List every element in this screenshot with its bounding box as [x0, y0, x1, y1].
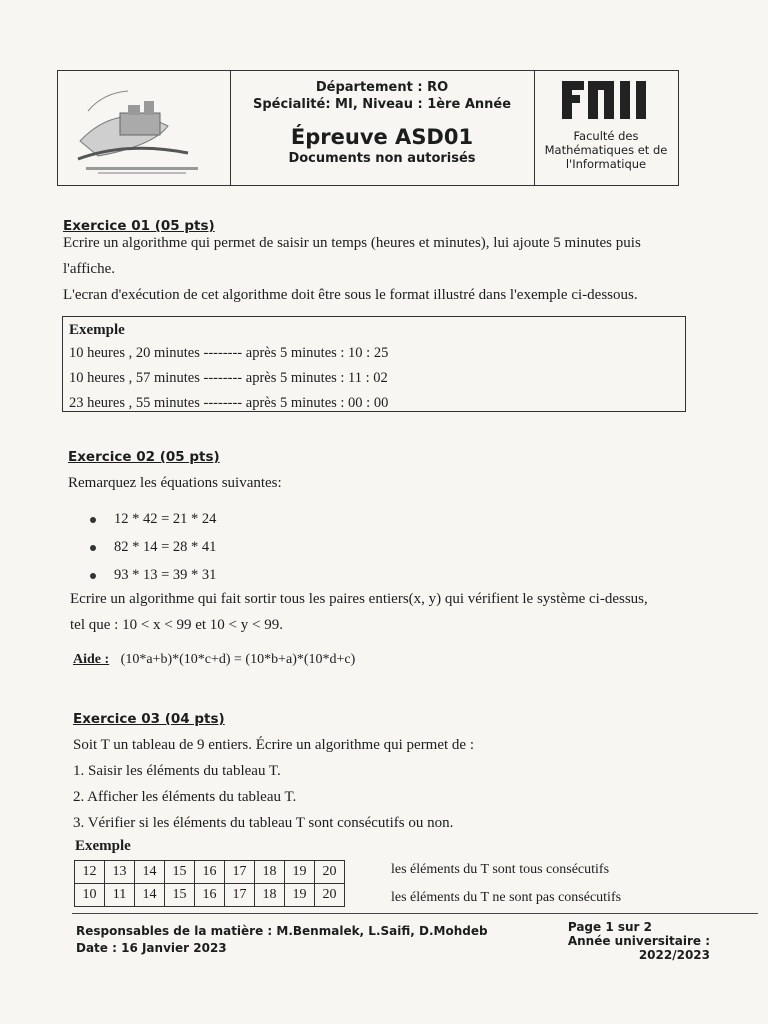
equation-item — [90, 533, 216, 561]
table-cell: 18 — [255, 861, 285, 884]
table-cell: 16 — [195, 884, 225, 907]
exam-header — [57, 70, 679, 186]
ex3-example-table — [74, 860, 345, 907]
ex2-text — [70, 586, 710, 638]
equation-text: 93 * 13 = 39 * 31 — [114, 567, 217, 583]
table-cell: 19 — [285, 861, 315, 884]
table-row — [75, 884, 345, 907]
table-cell: 12 — [75, 861, 105, 884]
department: Département : RO — [315, 80, 449, 95]
table-cell: 19 — [285, 884, 315, 907]
ex1-example-label: Exemple — [69, 322, 125, 338]
exam-date: Date : 16 Janvier 2023 — [76, 941, 227, 955]
equation-item — [90, 505, 216, 533]
equation-text: 82 * 14 = 28 * 41 — [114, 539, 217, 555]
ex3-example-label: Exemple — [75, 838, 131, 854]
responsables: Responsables de la matière : M.Benmalek, L.Saifi, D.Mohdeb — [76, 924, 488, 938]
ex3-title: Exercice 03 (04 pts) — [73, 711, 225, 727]
table-cell: 14 — [135, 861, 165, 884]
footer-left — [76, 924, 488, 955]
ex3-intro: Soit T un tableau de 9 entiers. Écrire un algorithme qui permet de : — [73, 737, 475, 753]
table-cell: 20 — [315, 884, 345, 907]
ex2-intro: Remarquez les équations suivantes: — [68, 475, 282, 491]
ex2-equations — [90, 505, 216, 589]
fmi-logo — [534, 79, 678, 125]
university-logo — [58, 71, 231, 185]
ex3-text — [73, 732, 713, 836]
table-cell: 10 — [75, 884, 105, 907]
ex1-text — [63, 230, 703, 308]
ex1-example-row: 23 heures , 55 minutes -------- après 5 minutes : 00 : 00 — [69, 395, 389, 411]
aide-label: Aide : — [73, 652, 110, 667]
exam-title: Épreuve ASD01 — [290, 125, 474, 149]
row-note: les éléments du T sont tous consécutifs — [391, 862, 610, 877]
table-row — [75, 861, 345, 884]
equation-item — [90, 561, 216, 589]
faculty-name — [534, 129, 678, 171]
ex1-example-row: 10 heures , 57 minutes -------- après 5 minutes : 11 : 02 — [69, 370, 388, 386]
ex2-title: Exercice 02 (05 pts) — [68, 449, 220, 465]
ex3-step: 1. Saisir les éléments du tableau T. — [73, 763, 281, 779]
ex1-line2: l'affiche. — [63, 261, 115, 277]
table-cell: 17 — [225, 861, 255, 884]
faculty-line3: l'Informatique — [565, 157, 647, 171]
ex3-example-table-wrap — [74, 860, 345, 907]
page-number: Page 1 sur 2 — [567, 920, 652, 934]
header-center — [230, 71, 535, 185]
ex3-step: 2. Afficher les éléments du tableau T. — [73, 789, 297, 805]
table-cell: 11 — [105, 884, 135, 907]
ex2-line1: Ecrire un algorithme qui fait sortir tous les paires entiers(x, y) qui vérifient le système ci-dessus, — [70, 591, 648, 607]
ex1-title: Exercice 01 (05 pts) — [63, 218, 215, 234]
ex1-example-row: 10 heures , 20 minutes -------- après 5 minutes : 10 : 25 — [69, 345, 389, 361]
academic-year: Année universitaire : 2022/2023 — [567, 934, 710, 962]
ex2-aide — [73, 647, 355, 673]
row-note: les éléments du T ne sont pas consécutifs — [391, 890, 622, 905]
ex2-line2: tel que : 10 < x < 99 et 10 < y < 99. — [70, 617, 283, 633]
faculty-block — [534, 71, 678, 185]
ex1-example-box — [62, 316, 686, 412]
specialite: Spécialité: MI, Niveau : 1ère Année — [252, 97, 512, 112]
ex3-row-notes — [391, 856, 621, 912]
faculty-line2: Mathématiques et de — [544, 143, 668, 157]
table-cell: 14 — [135, 884, 165, 907]
table-cell: 15 — [165, 861, 195, 884]
bullet-icon — [90, 573, 96, 579]
bullet-icon — [90, 517, 96, 523]
table-cell: 15 — [165, 884, 195, 907]
table-cell: 17 — [225, 884, 255, 907]
table-cell: 18 — [255, 884, 285, 907]
equation-text: 12 * 42 = 21 * 24 — [114, 511, 217, 527]
bullet-icon — [90, 545, 96, 551]
ex1-line3: L'ecran d'exécution de cet algorithme doit être sous le format illustré dans l'exemple ci-dessous. — [63, 287, 638, 303]
footer-right — [520, 920, 710, 962]
aide-formula: (10*a+b)*(10*c+d) = (10*b+a)*(10*d+c) — [120, 652, 356, 667]
ex3-step: 3. Vérifier si les éléments du tableau T sont consécutifs ou non. — [73, 815, 454, 831]
table-cell: 16 — [195, 861, 225, 884]
faculty-line1: Faculté des — [573, 129, 639, 143]
footer-divider — [72, 913, 758, 914]
documents-note: Documents non autorisés — [288, 151, 476, 166]
table-cell: 13 — [105, 861, 135, 884]
table-cell: 20 — [315, 861, 345, 884]
ex1-line1: Ecrire un algorithme qui permet de saisir un temps (heures et minutes), lui ajoute 5 minutes puis — [63, 235, 641, 251]
